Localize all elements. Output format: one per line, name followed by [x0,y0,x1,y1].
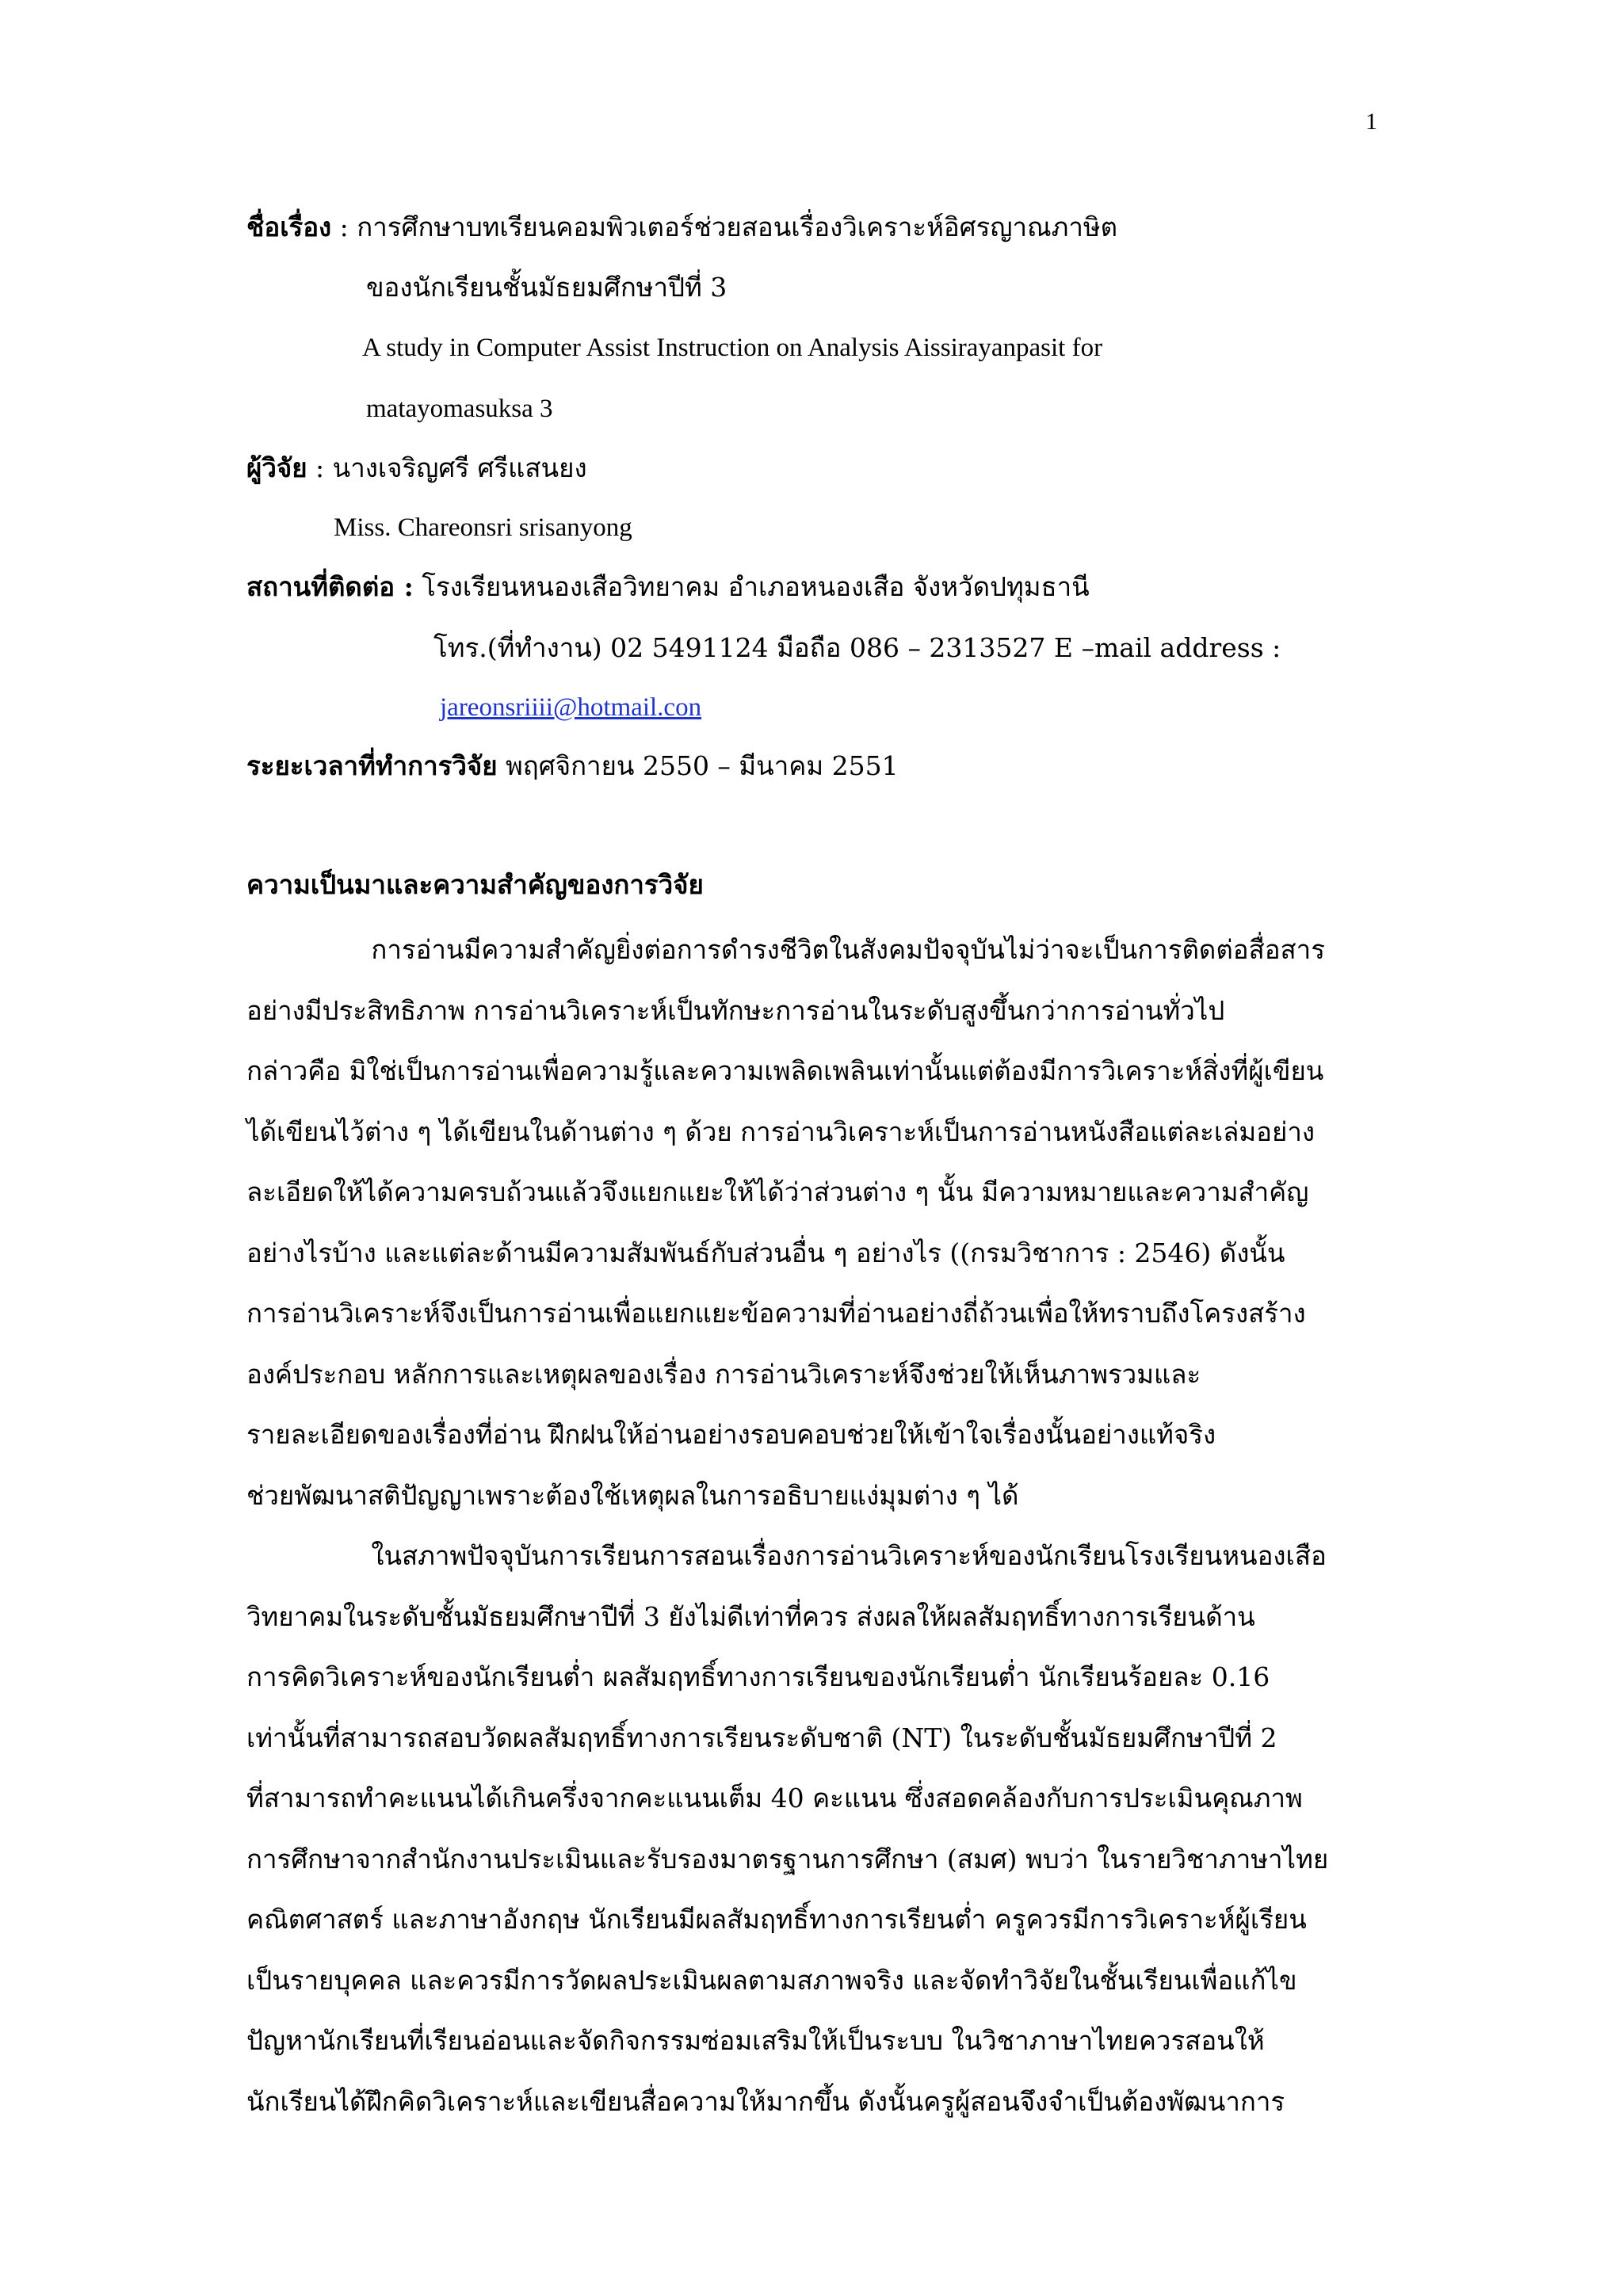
body-line: นักเรียนได้ฝึกคิดวิเคราะห์และเขียนสื่อความให้มากขึ้น ดังนั้นครูผู้สอนจึงจำเป็นต้องพัฒนาการ [246,2085,1285,2117]
contact-address: โรงเรียนหนองเสือวิทยาคม อำเภอหนองเสือ จังหวัดปทุมธานี [422,571,1090,602]
body-line: กล่าวคือ มิใช่เป็นการอ่านเพื่อความรู้และความเพลิดเพลินเท่านั้นแต่ต้องมีการวิเคราะห์สิ่งที่ผู้เขียน [246,1055,1324,1086]
body-line: ช่วยพัฒนาสติปัญญาเพราะต้องใช้เหตุผลในการอธิบายแง่มุมต่าง ๆ ได้ [246,1479,1019,1511]
body-line: ปัญหานักเรียนที่เรียนอ่อนและจัดกิจกรรมซ่อมเสริมให้เป็นระบบ ในวิชาภาษาไทยควรสอนให้ [246,2025,1265,2056]
body-line: เป็นรายบุคคล และควรมีการวัดผลประเมินผลตามสภาพจริง และจัดทำวิจัยในชั้นเรียนเพื่อแก้ไข [246,1964,1297,1996]
body-line: การอ่านวิเคราะห์จึงเป็นการอ่านเพื่อแยกแยะข้อความที่อ่านอย่างถี่ถ้วนเพื่อให้ทราบถึงโครงสร้าง [246,1298,1306,1329]
researcher-label: ผู้วิจัย [246,452,307,483]
researcher-line [246,450,587,486]
contact-label: สถานที่ติดต่อ : [246,571,414,602]
contact-phone: โทร.(ที่ทำงาน) 02 5491124 มือถือ 086 – 2313527 E –mail address : [433,632,1281,663]
body-line: การคิดวิเคราะห์ของนักเรียนต่ำ ผลสัมฤทธิ์ทางการเรียนของนักเรียนต่ำ นักเรียนร้อยละ 0.16 [246,1661,1270,1692]
body-line: ในสภาพปัจจุบันการเรียนการสอนเรื่องการอ่านวิเคราะห์ของนักเรียนโรงเรียนหนองเสือ [246,1540,1327,1571]
body-line: วิทยาคมในระดับชั้นมัธยมศึกษาปีที่ 3 ยังไม่ดีเท่าที่ควร ส่งผลให้ผลสัมฤทธิ์ทางการเรียนด้าน [246,1600,1255,1632]
body-line: องค์ประกอบ หลักการและเหตุผลของเรื่อง การอ่านวิเคราะห์จึงช่วยให้เห็นภาพรวมและ [246,1358,1201,1390]
contact-email-link[interactable]: jareonsriiii@hotmail.con [440,693,702,722]
contact-email-line [440,689,701,726]
period-label: ระยะเวลาที่ทำการวิจัย [246,750,498,781]
researcher-thai-name: นางเจริญศรี ศรีแสนยง [332,452,587,483]
body-line: รายละเอียดของเรื่องที่อ่าน ฝึกฝนให้อ่านอย่างรอบคอบช่วยให้เข้าใจเรื่องนั้นอย่างแท้จริง [246,1419,1216,1450]
body-line: เท่านั้นที่สามารถสอบวัดผลสัมฤทธิ์ทางการเรียนระดับชาติ (NT) ในระดับชั้นมัธยมศึกษาปีที่ 2 [246,1722,1277,1753]
contact-line [246,569,1090,605]
body-line: การอ่านมีความสำคัญยิ่งต่อการดำรงชีวิตในสังคมปัจจุบันไม่ว่าจะเป็นการติดต่อสื่อสาร [246,934,1325,965]
body-line: ละเอียดให้ได้ความครบถ้วนแล้วจึงแยกแยะให้ได้ว่าส่วนต่าง ๆ นั้น มีความหมายและความสำคัญ [246,1177,1309,1207]
title-thai-line-1: การศึกษาบทเรียนคอมพิวเตอร์ช่วยสอนเรื่องวิเคราะห์อิศรญาณภาษิต [357,212,1118,242]
body-line: คณิตศาสตร์ และภาษาอังกฤษ นักเรียนมีผลสัมฤทธิ์ทางการเรียนต่ำ ครูควรมีการวิเคราะห์ผู้เรียน [246,1904,1307,1935]
body-line: อย่างไรบ้าง และแต่ละด้านมีความสัมพันธ์กับส่วนอื่น ๆ อย่างไร ((กรมวิชาการ : 2546) ดังนั้น [246,1237,1285,1268]
researcher-separator: : [307,452,333,483]
body-line: ที่สามารถทำคะแนนได้เกินครึ่งจากคะแนนเต็ม 40 คะแนน ซึ่งสอดคล้องกับการประเมินคุณภาพ [246,1783,1303,1814]
title-label: ชื่อเรื่อง [246,212,332,242]
period-line [246,748,899,784]
body-line: การศึกษาจากสำนักงานประเมินและรับรองมาตรฐานการศึกษา (สมศ) พบว่า ในรายวิชาภาษาไทย [246,1843,1329,1875]
body-line: อย่างมีประสิทธิภาพ การอ่านวิเคราะห์เป็นทักษะการอ่านในระดับสูงขึ้นกว่าการอ่านทั่วไป [246,994,1225,1026]
title-english-line-1: A study in Computer Assist Instruction on Analysis Aissirayanpasit for [362,334,1103,362]
body-text [246,920,1377,2132]
title-line [246,209,1117,246]
title-english-line-2: matayomasuksa 3 [366,395,553,423]
body-line: ได้เขียนไว้ต่าง ๆ ได้เขียนในด้านต่าง ๆ ด้วย การอ่านวิเคราะห์เป็นการอ่านหนังสือแต่ละเล่มอย่าง [246,1116,1315,1147]
page-number: 1 [1365,109,1377,135]
period-value: พฤศจิกายน 2550 – มีนาคม 2551 [506,750,899,781]
section-heading: ความเป็นมาและความสำคัญของการวิจัย [246,869,704,900]
title-thai-line-2: ของนักเรียนชั้นมัธยมศึกษาปีที่ 3 [366,272,727,303]
title-separator: : [331,212,357,242]
researcher-english-name: Miss. Chareonsri srisanyong [334,513,632,542]
